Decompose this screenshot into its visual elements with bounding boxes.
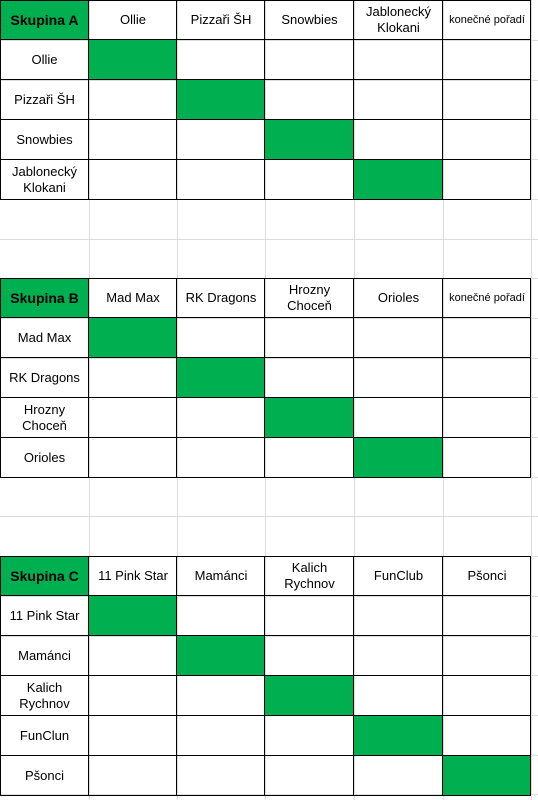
cell-border <box>0 477 531 478</box>
row-header[interactable]: 11 Pink Star <box>9 608 80 623</box>
cell-border <box>0 278 531 279</box>
table-cell[interactable] <box>177 160 265 200</box>
column-header[interactable]: konečné pořadí <box>449 292 525 304</box>
cell-border <box>264 0 265 200</box>
row-header[interactable]: Pšonci <box>24 768 65 783</box>
cell-border <box>0 595 531 596</box>
table-cell[interactable] <box>177 40 265 80</box>
column-header[interactable]: Pšonci <box>467 568 507 583</box>
diagonal-cell[interactable] <box>265 120 354 160</box>
row-header[interactable]: Hrozny Choceň <box>22 402 67 433</box>
cell-border <box>0 39 531 40</box>
row-header[interactable]: Kalich Rychnov <box>19 680 70 711</box>
diagonal-cell[interactable] <box>177 636 265 676</box>
diagonal-cell[interactable] <box>354 438 443 478</box>
table-cell[interactable] <box>89 676 177 716</box>
cell-border <box>176 0 177 200</box>
cell-border <box>442 556 443 796</box>
table-cell[interactable] <box>177 318 265 358</box>
column-header[interactable]: Jablonecký Klokani <box>365 4 432 35</box>
cell-border <box>353 278 354 478</box>
table-cell[interactable] <box>265 756 354 796</box>
table-cell[interactable] <box>354 676 443 716</box>
table-cell[interactable] <box>89 358 177 398</box>
cell-border <box>530 0 531 200</box>
table-cell[interactable] <box>89 636 177 676</box>
group-title[interactable]: Skupina B <box>0 278 89 318</box>
cell-border <box>0 278 1 478</box>
table-cell[interactable] <box>265 40 354 80</box>
table-cell[interactable] <box>265 716 354 756</box>
cell-border <box>0 159 531 160</box>
table-cell[interactable] <box>265 80 354 120</box>
table-cell[interactable] <box>354 40 443 80</box>
table-cell[interactable] <box>354 120 443 160</box>
diagonal-cell[interactable] <box>89 40 177 80</box>
table-cell[interactable] <box>177 120 265 160</box>
cell-border <box>0 556 1 796</box>
gridline-horizontal <box>0 516 538 517</box>
cell-border <box>88 0 89 200</box>
cell-border <box>0 675 531 676</box>
diagonal-cell[interactable] <box>89 596 177 636</box>
cell-border <box>264 278 265 478</box>
table-cell[interactable] <box>443 398 531 438</box>
table-cell[interactable] <box>89 756 177 796</box>
row-header[interactable]: Ollie <box>31 52 58 67</box>
group-title[interactable]: Skupina C <box>0 556 89 596</box>
cell-border <box>442 0 443 200</box>
cell-border <box>530 278 531 478</box>
cell-border <box>0 0 1 200</box>
table-cell[interactable] <box>354 596 443 636</box>
table-cell[interactable] <box>443 636 531 676</box>
cell-border <box>0 556 531 557</box>
table-cell[interactable] <box>354 398 443 438</box>
row-header[interactable]: FunClun <box>19 728 70 743</box>
table-cell[interactable] <box>443 358 531 398</box>
diagonal-cell[interactable] <box>265 676 354 716</box>
table-cell[interactable] <box>177 716 265 756</box>
table-cell[interactable] <box>177 398 265 438</box>
column-header[interactable]: 11 Pink Star <box>98 568 168 583</box>
row-header[interactable]: Jablonecký Klokani <box>11 164 78 195</box>
diagonal-cell[interactable] <box>265 398 354 438</box>
table-cell[interactable] <box>177 596 265 636</box>
table-cell[interactable] <box>443 40 531 80</box>
table-cell[interactable] <box>354 318 443 358</box>
table-cell[interactable] <box>177 438 265 478</box>
table-cell[interactable] <box>177 756 265 796</box>
cell-border <box>353 0 354 200</box>
table-cell[interactable] <box>354 636 443 676</box>
table-cell[interactable] <box>89 438 177 478</box>
column-header[interactable]: Ollie <box>119 12 146 27</box>
table-cell[interactable] <box>443 596 531 636</box>
cell-border <box>0 119 531 120</box>
table-cell[interactable] <box>354 358 443 398</box>
table-cell[interactable] <box>89 160 177 200</box>
column-header[interactable]: Pizzaři ŠH <box>190 12 252 27</box>
cell-border <box>0 795 531 796</box>
cell-border <box>0 199 531 200</box>
column-header[interactable]: FunClub <box>373 568 424 583</box>
cell-border <box>530 556 531 796</box>
row-header[interactable]: Mad Max <box>17 330 72 345</box>
cell-border <box>176 556 177 796</box>
cell-border <box>176 278 177 478</box>
diagonal-cell[interactable] <box>177 80 265 120</box>
table-cell[interactable] <box>265 160 354 200</box>
table-cell[interactable] <box>443 120 531 160</box>
table-cell[interactable] <box>265 318 354 358</box>
column-header[interactable]: Mamánci <box>194 568 248 583</box>
cell-border <box>88 278 89 478</box>
table-cell[interactable] <box>265 358 354 398</box>
cell-border <box>442 278 443 478</box>
column-header[interactable]: Mad Max <box>106 290 160 305</box>
diagonal-cell[interactable] <box>177 358 265 398</box>
cell-border <box>0 755 531 756</box>
cell-border <box>88 556 89 796</box>
table-cell[interactable] <box>443 438 531 478</box>
gridline-vertical <box>531 0 532 800</box>
table-cell[interactable] <box>443 318 531 358</box>
table-cell[interactable] <box>89 398 177 438</box>
diagonal-cell[interactable] <box>354 716 443 756</box>
column-header[interactable]: RK Dragons <box>185 290 257 305</box>
cell-border <box>0 79 531 80</box>
column-header[interactable]: Snowbies <box>281 12 338 27</box>
diagonal-cell[interactable] <box>443 756 531 796</box>
column-header[interactable]: Orioles <box>377 290 420 305</box>
diagonal-cell[interactable] <box>354 160 443 200</box>
column-header[interactable]: Hrozny Choceň <box>287 282 332 313</box>
table-cell[interactable] <box>443 160 531 200</box>
row-header[interactable]: Mamánci <box>18 648 71 663</box>
cell-border <box>264 556 265 796</box>
table-cell[interactable] <box>443 716 531 756</box>
column-header[interactable]: konečné pořadí <box>449 14 525 26</box>
table-cell[interactable] <box>443 676 531 716</box>
table-cell[interactable] <box>265 438 354 478</box>
cell-border <box>0 635 531 636</box>
table-cell[interactable] <box>89 120 177 160</box>
gridline-horizontal <box>0 239 538 240</box>
cell-border <box>0 0 531 1</box>
row-header[interactable]: Pizzaři ŠH <box>14 92 75 107</box>
group-title[interactable]: Skupina A <box>0 0 89 40</box>
table-cell[interactable] <box>265 596 354 636</box>
table-cell[interactable] <box>265 636 354 676</box>
row-header[interactable]: RK Dragons <box>9 370 80 385</box>
cell-border <box>0 317 531 318</box>
table-cell[interactable] <box>354 80 443 120</box>
table-cell[interactable] <box>89 716 177 756</box>
column-header[interactable]: Kalich Rychnov <box>284 560 335 591</box>
table-cell[interactable] <box>177 676 265 716</box>
table-cell[interactable] <box>443 80 531 120</box>
cell-border <box>0 397 531 398</box>
cell-border <box>0 715 531 716</box>
row-header[interactable]: Snowbies <box>16 132 73 147</box>
cell-border <box>353 556 354 796</box>
diagonal-cell[interactable] <box>89 318 177 358</box>
table-cell[interactable] <box>89 80 177 120</box>
cell-border <box>0 357 531 358</box>
table-cell[interactable] <box>354 756 443 796</box>
cell-border <box>0 437 531 438</box>
row-header[interactable]: Orioles <box>23 450 66 465</box>
